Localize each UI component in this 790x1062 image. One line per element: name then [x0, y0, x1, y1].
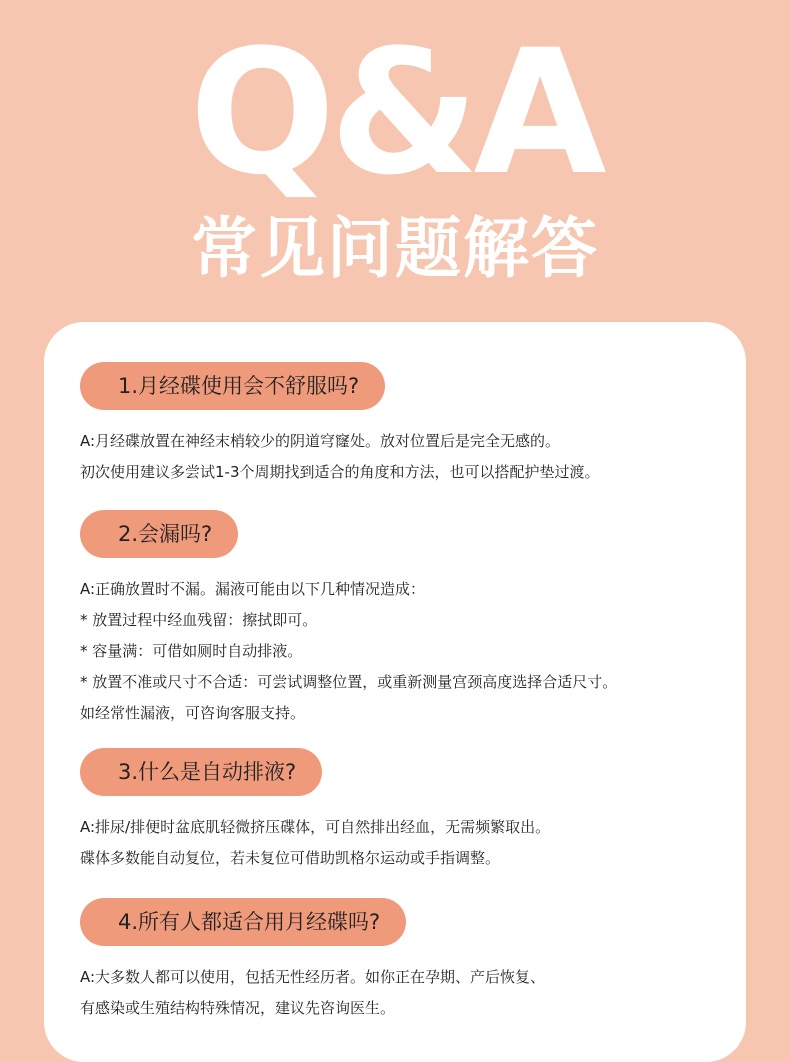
faq-item	[80, 510, 617, 729]
answer-line: 如经常性漏液，可咨询客服支持。	[80, 704, 306, 722]
answer-line: * 放置过程中经血残留：擦拭即可。	[80, 611, 318, 629]
answer-line: A:正确放置时不漏。漏液可能由以下几种情况造成：	[80, 580, 426, 598]
faq-item	[80, 362, 600, 488]
question-pill: 3.什么是自动排液?	[80, 748, 322, 796]
answer-line: A:月经碟放置在神经末梢较少的阴道穹窿处。放对位置后是完全无感的。	[80, 432, 561, 450]
answer-line: * 容量满：可借如厕时自动排液。	[80, 642, 303, 660]
answer-line: * 放置不准或尺寸不合适：可尝试调整位置，或重新测量宫颈高度选择合适尺寸。	[80, 673, 618, 691]
answer-block	[80, 426, 600, 488]
answer-block	[80, 962, 545, 1024]
question-pill: 4.所有人都适合用月经碟吗?	[80, 898, 406, 946]
faq-item	[80, 748, 550, 874]
answer-line: 有感染或生殖结构特殊情况，建议先咨询医生。	[80, 999, 396, 1017]
question-pill: 2.会漏吗?	[80, 510, 238, 558]
faq-card	[44, 322, 746, 1062]
hero-subtitle: 常见问题解答	[191, 210, 599, 287]
answer-line: 初次使用建议多尝试1-3个周期找到适合的角度和方法，也可以搭配护垫过渡。	[80, 463, 600, 481]
answer-line: A:大多数人都可以使用，包括无性经历者。如你正在孕期、产后恢复、	[80, 968, 546, 986]
answer-block	[80, 574, 617, 729]
answer-block	[80, 812, 550, 874]
answer-line: A:排尿/排便时盆底肌轻微挤压碟体，可自然排出经血，无需频繁取出。	[80, 818, 551, 836]
faq-item	[80, 898, 545, 1024]
hero-title: Q&A	[189, 12, 601, 213]
question-pill: 1.月经碟使用会不舒服吗?	[80, 362, 385, 410]
answer-line: 碟体多数能自动复位，若未复位可借助凯格尔运动或手指调整。	[80, 849, 501, 867]
